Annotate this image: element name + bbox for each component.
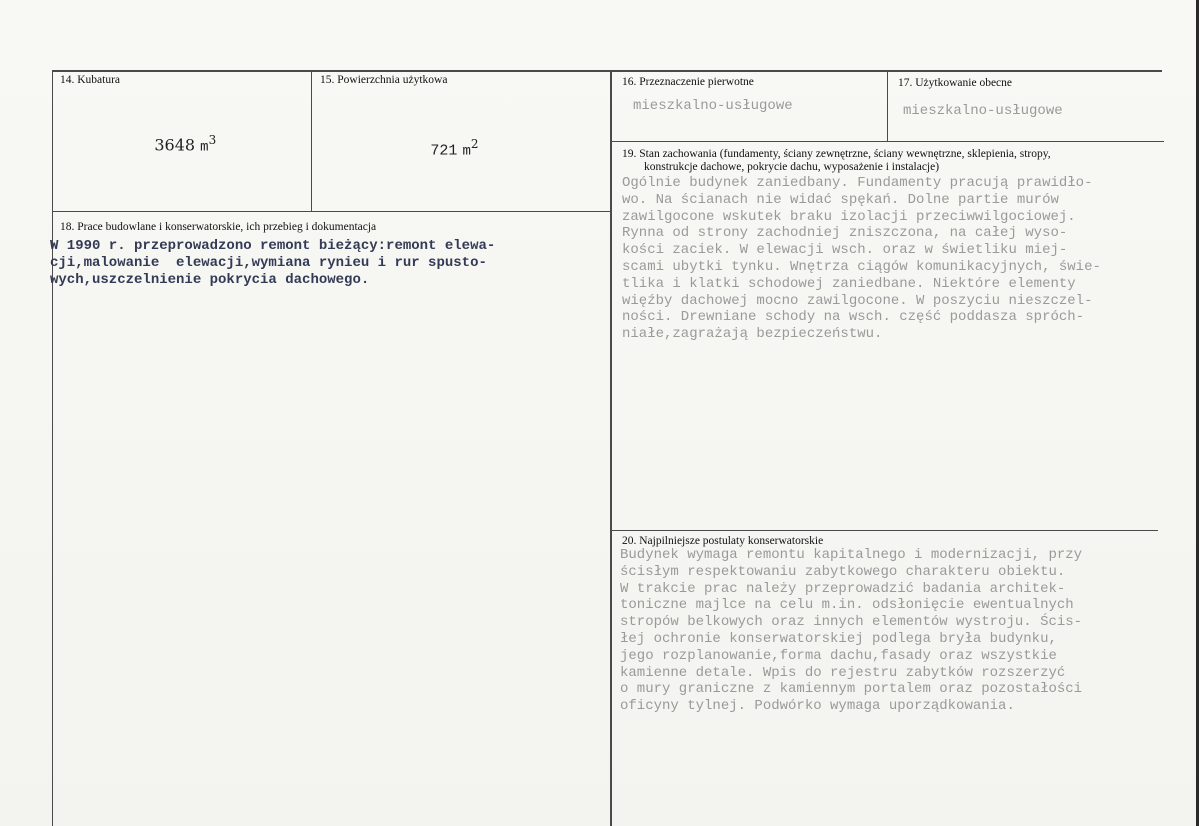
divider-16-17 — [887, 70, 888, 142]
field-18-line: W 1990 r. przeprowadzono remont bieżący:remont elewa- — [50, 238, 496, 254]
field-20-line: stropów belkowych oraz innych elementów wystroju. Ścis- — [620, 614, 1083, 631]
volume-unit: m — [200, 139, 209, 156]
field-18-line: cji,malowanie elewacji,wymiana rynieu i rur spusto- — [50, 254, 487, 271]
field-18-text — [50, 238, 495, 288]
field-20-label: 20. Najpilniejsze postulaty konserwatorskie — [622, 535, 824, 547]
field-20-text — [620, 547, 1082, 715]
field-14-label: 14. Kubatura — [60, 74, 121, 86]
field-17-value: mieszkalno-usługowe — [903, 103, 1063, 119]
field-19-text — [622, 175, 1101, 343]
field-20-line: ścisłym respektowaniu zabytkowego charakteru obiektu. — [620, 563, 1066, 580]
divider-14-15 — [311, 70, 312, 212]
rule-below-16-17 — [612, 141, 1164, 142]
field-19-line: Rynna od strony zachodniej zniszczona, na całej wyso- — [622, 225, 1068, 242]
field-16-label: 16. Przeznaczenie pierwotne — [622, 76, 754, 88]
field-20-line: jego rozplanowanie,forma dachu,fasady oraz wszystkie — [620, 647, 1057, 664]
field-15-value — [410, 118, 479, 178]
field-19-line: Ogólnie budynek zaniedbany. Fundamenty pracują prawidło- — [622, 175, 1093, 191]
field-18-label: 18. Prace budowlane i konserwatorskie, ich przebieg i dokumentacja — [60, 221, 377, 233]
field-20-line: toniczne majlce na celu m.in. odsłonięcie ewentualnych — [620, 597, 1074, 614]
rule-above-20 — [612, 530, 1158, 531]
field-19-line: zawilgocone wskutek braku izolacji przeciwwilgociowej. — [622, 208, 1076, 225]
field-20-line: W trakcie prac należy przeprowadzić badania architek- — [620, 580, 1066, 597]
field-19-line: więźby dachowej mocno zawilgocone. W poszyciu nieszczel- — [622, 292, 1093, 309]
field-19-line: scami ubytki tynku. Wnętrza ciągów komunikacyjnych, świe- — [622, 258, 1101, 275]
field-19-line: niałe,zagrażają bezpieczeństwu. — [622, 326, 883, 343]
rule-below-14-15 — [52, 211, 610, 212]
field-20-line: o mury graniczne z kamiennym portalem oraz pozostałości — [620, 681, 1083, 698]
field-19-line: ności. Drewniane schody na wsch. część poddasza spróch- — [622, 309, 1085, 326]
area-exponent: 2 — [470, 137, 479, 151]
field-19-label-cont: konstrukcje dachowe, pokrycie dachu, wyposażenie i instalacje) — [644, 161, 940, 173]
left-rule — [52, 70, 53, 826]
area-number: 721 — [430, 142, 458, 160]
field-15-label: 15. Powierzchnia użytkowa — [320, 74, 448, 86]
field-20-line: kamienne detale. Wpis do rejestru zabytków rozszerzyć — [620, 664, 1066, 681]
volume-exponent: 3 — [208, 133, 217, 147]
area-unit: m — [462, 143, 471, 160]
field-19-line: kości zaciek. W elewacji wsch. oraz w świetliku miej- — [622, 242, 1068, 259]
field-14-value — [134, 114, 216, 174]
field-19-line: wo. Na ścianach nie widać spękań. Dolne partie murów — [622, 191, 1059, 208]
field-18-line: wych,uszczelnienie pokrycia dachowego. — [50, 271, 370, 288]
field-20-line: łej ochronie konserwatorskiej podlega bryła budynku, — [620, 630, 1057, 647]
field-19-label: 19. Stan zachowania (fundamenty, ściany zewnętrzne, ściany wewnętrzne, sklepienia, stropy, — [622, 148, 1051, 160]
field-19-line: tlika i klatki schodowej zaniedbane. Niektóre elementy — [622, 275, 1076, 292]
volume-number: 3648 — [154, 135, 196, 155]
field-16-value: mieszkalno-usługowe — [633, 98, 793, 114]
top-rule — [52, 70, 1162, 72]
divider-main — [610, 70, 612, 826]
field-20-line: Budynek wymaga remontu kapitalnego i modernizacji, przy — [620, 547, 1083, 563]
field-20-line: oficyny tylnej. Podwórko wymaga uporządkowania. — [620, 698, 1015, 715]
field-17-label: 17. Użytkowanie obecne — [898, 77, 1013, 89]
